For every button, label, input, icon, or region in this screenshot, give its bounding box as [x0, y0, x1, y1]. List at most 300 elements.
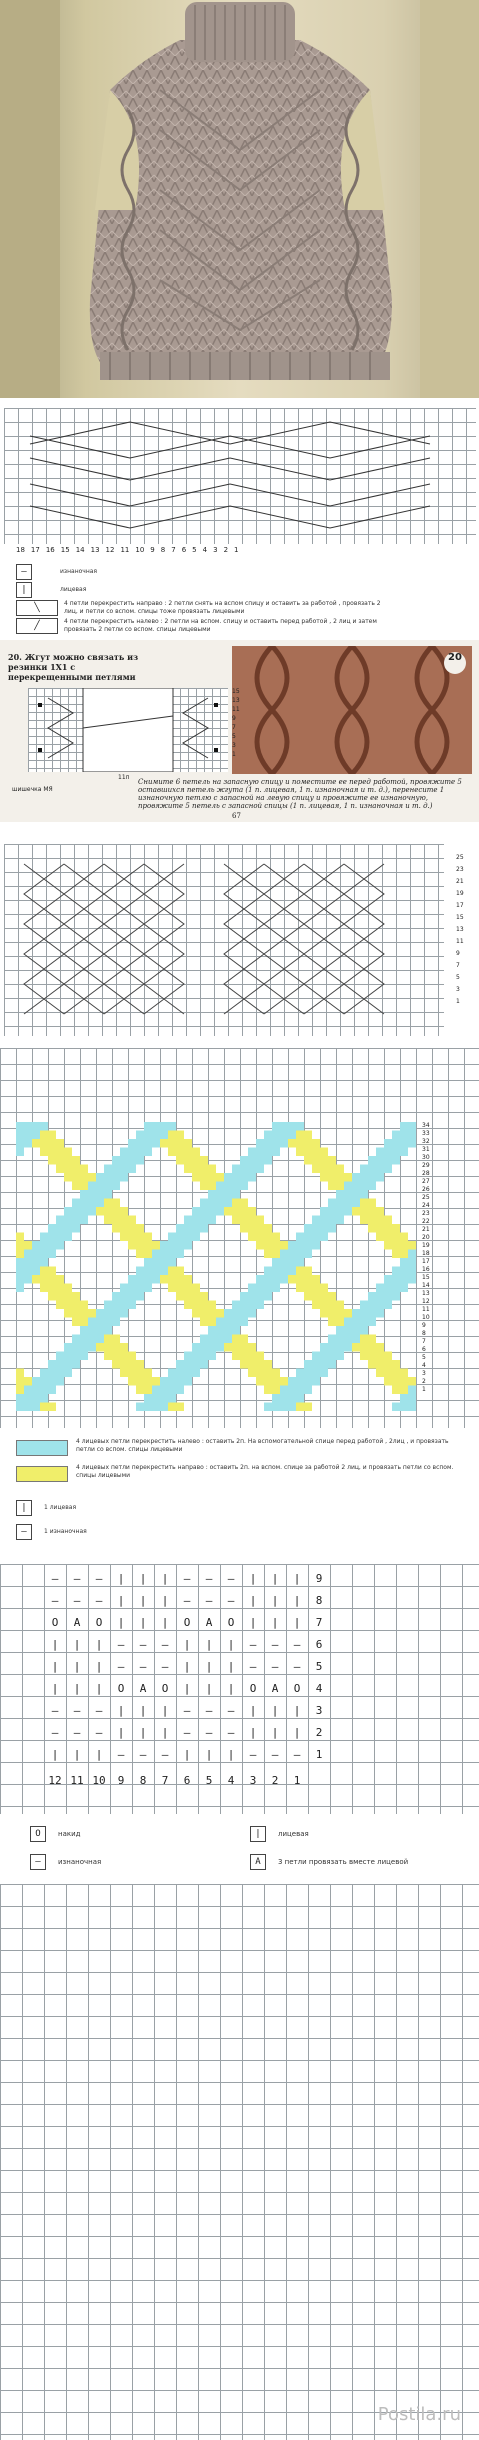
- row-number: 5: [456, 974, 460, 981]
- color-cell: [240, 1173, 248, 1182]
- color-cell: [16, 1241, 24, 1250]
- color-cell: [168, 1394, 176, 1403]
- col-number: 2: [223, 546, 229, 554]
- color-cell: [216, 1182, 224, 1191]
- color-cell: [280, 1250, 288, 1259]
- color-cell: [80, 1165, 88, 1174]
- color-cell: [272, 1394, 280, 1403]
- color-cell: [184, 1233, 192, 1242]
- chart-cell: –: [271, 1660, 279, 1673]
- color-cell: [112, 1165, 120, 1174]
- color-cell: [400, 1377, 408, 1386]
- color-cell: [184, 1352, 192, 1361]
- color-cell: [40, 1233, 48, 1242]
- color-cell: [192, 1352, 200, 1361]
- color-cell: [256, 1301, 264, 1310]
- color-cell: [360, 1165, 368, 1174]
- color-cell: [400, 1267, 408, 1276]
- row-number: 23: [422, 1210, 430, 1217]
- color-cell: [192, 1165, 200, 1174]
- color-cell: [128, 1165, 136, 1174]
- chart-cell: |: [227, 1682, 235, 1695]
- chart-cell: –: [161, 1638, 169, 1651]
- color-cell: [304, 1369, 312, 1378]
- color-cell: [232, 1216, 240, 1225]
- chart-cell: |: [161, 1726, 169, 1739]
- chart-cell: –: [95, 1726, 103, 1739]
- color-cell: [392, 1292, 400, 1301]
- color-cell: [80, 1216, 88, 1225]
- color-cell: [64, 1301, 72, 1310]
- color-cell: [312, 1139, 320, 1148]
- color-cell: [24, 1403, 32, 1412]
- color-cell: [256, 1216, 264, 1225]
- chart-cell: |: [161, 1594, 169, 1607]
- color-cell: [40, 1139, 48, 1148]
- color-cell: [264, 1250, 272, 1259]
- legend-symbol: –: [16, 564, 32, 580]
- color-cell: [56, 1241, 64, 1250]
- color-cell: [88, 1190, 96, 1199]
- color-cell: [136, 1148, 144, 1157]
- color-cell: [240, 1165, 248, 1174]
- color-cell: [168, 1403, 176, 1412]
- row-number: 9: [422, 1322, 426, 1329]
- color-cell: [40, 1267, 48, 1276]
- color-cell: [288, 1394, 296, 1403]
- color-cell: [376, 1292, 384, 1301]
- chart-colored-cells: [16, 1122, 416, 1412]
- chart-cell: |: [227, 1748, 235, 1761]
- color-cell: [360, 1182, 368, 1191]
- color-cell: [368, 1309, 376, 1318]
- color-cell: [144, 1403, 152, 1412]
- color-cell: [208, 1207, 216, 1216]
- color-cell: [352, 1182, 360, 1191]
- col-number: 9: [150, 546, 155, 554]
- chart-cell: |: [249, 1726, 257, 1739]
- color-cell: [120, 1284, 128, 1293]
- row-number: 6: [315, 1638, 323, 1651]
- color-cell: [56, 1165, 64, 1174]
- col-number: 9: [117, 1774, 125, 1787]
- color-cell: [312, 1224, 320, 1233]
- chart-cell: –: [51, 1572, 59, 1585]
- color-cell: [272, 1241, 280, 1250]
- color-cell: [48, 1292, 56, 1301]
- color-cell: [32, 1131, 40, 1140]
- legend-text: 4 петли перекрестить налево : 2 петли на вспом. спицу и оставить перед работой , 2 лиц и затем провязать 2 петли со вспом. спицы лицевыми: [64, 618, 377, 633]
- chart-cell: |: [183, 1682, 191, 1695]
- color-cell: [384, 1284, 392, 1293]
- legend-text: изнаночная: [60, 568, 98, 575]
- color-cell: [224, 1309, 232, 1318]
- color-cell: [400, 1139, 408, 1148]
- col-number: 6: [181, 546, 187, 554]
- sweater-photo-icon: [0, 0, 479, 398]
- color-cell: [368, 1156, 376, 1165]
- color-cell: [408, 1394, 416, 1403]
- color-cell: [88, 1182, 96, 1191]
- col-number: 15: [60, 546, 70, 554]
- color-cell: [376, 1173, 384, 1182]
- color-cell: [136, 1139, 144, 1148]
- color-cell: [232, 1182, 240, 1191]
- color-cell: [24, 1131, 32, 1140]
- row-number: 31: [422, 1146, 430, 1153]
- color-cell: [408, 1258, 416, 1267]
- col-number: 4: [202, 546, 208, 554]
- color-cell: [336, 1335, 344, 1344]
- chart-cell: –: [249, 1638, 257, 1651]
- col-number: 16: [45, 546, 55, 554]
- color-cell: [224, 1335, 232, 1344]
- color-cell: [56, 1275, 64, 1284]
- color-cell: [64, 1309, 72, 1318]
- color-cell: [296, 1369, 304, 1378]
- color-cell: [64, 1352, 72, 1361]
- color-cell: [136, 1156, 144, 1165]
- chart-cell: O: [117, 1682, 125, 1695]
- color-cell: [176, 1292, 184, 1301]
- color-cell: [216, 1309, 224, 1318]
- chart-cell: –: [95, 1704, 103, 1717]
- color-cell: [152, 1241, 160, 1250]
- color-cell: [208, 1301, 216, 1310]
- chart-cell: A: [139, 1682, 147, 1695]
- color-cell: [128, 1301, 136, 1310]
- chart-cell: |: [293, 1704, 301, 1717]
- color-cell: [296, 1122, 304, 1131]
- chart-cell: |: [271, 1594, 279, 1607]
- color-cell: [352, 1335, 360, 1344]
- color-cell: [248, 1224, 256, 1233]
- color-cell: [336, 1190, 344, 1199]
- color-cell: [192, 1224, 200, 1233]
- color-cell: [176, 1377, 184, 1386]
- color-cell: [344, 1326, 352, 1335]
- color-cell: [384, 1377, 392, 1386]
- color-cell: [368, 1199, 376, 1208]
- col-number: 8: [160, 546, 166, 554]
- color-cell: [192, 1156, 200, 1165]
- color-cell: [24, 1275, 32, 1284]
- legend-text: 4 лицевых петли перекрестить налево : оставить 2п. На вспомогательной спице перед работой , 2лиц , и провязать петли со вспом. спицы лицевыми: [76, 1438, 449, 1453]
- row-number: 19: [456, 890, 464, 897]
- color-cell: [104, 1343, 112, 1352]
- chart-cell: –: [161, 1660, 169, 1673]
- color-cell: [304, 1156, 312, 1165]
- color-cell: [64, 1369, 72, 1378]
- color-cell: [176, 1131, 184, 1140]
- color-cell: [16, 1284, 24, 1293]
- color-cell: [400, 1122, 408, 1131]
- color-cell: [192, 1301, 200, 1310]
- col-number: 12: [105, 546, 115, 554]
- row-number: 4: [315, 1682, 323, 1695]
- color-cell: [344, 1199, 352, 1208]
- color-cell: [376, 1148, 384, 1157]
- col-number: 8: [139, 1774, 147, 1787]
- color-cell: [272, 1148, 280, 1157]
- color-cell: [240, 1207, 248, 1216]
- chart-cell: |: [161, 1616, 169, 1629]
- color-cell: [208, 1182, 216, 1191]
- color-cell: [88, 1318, 96, 1327]
- chart-cell: |: [249, 1704, 257, 1717]
- color-cell: [184, 1284, 192, 1293]
- color-cell: [192, 1369, 200, 1378]
- color-cell: [136, 1131, 144, 1140]
- color-cell: [144, 1122, 152, 1131]
- color-cell: [288, 1250, 296, 1259]
- color-cell: [88, 1309, 96, 1318]
- chart-cell: O: [293, 1682, 301, 1695]
- color-cell: [72, 1301, 80, 1310]
- color-cell: [144, 1250, 152, 1259]
- col-number: 3: [213, 546, 218, 554]
- color-cell: [264, 1241, 272, 1250]
- row-number: 17: [456, 902, 464, 909]
- color-cell: [392, 1224, 400, 1233]
- color-cell: [408, 1275, 416, 1284]
- color-cell: [272, 1267, 280, 1276]
- color-cell: [16, 1131, 24, 1140]
- color-cell: [224, 1343, 232, 1352]
- color-cell: [88, 1207, 96, 1216]
- chart-cell: –: [227, 1704, 235, 1717]
- color-cell: [104, 1207, 112, 1216]
- stitch-photo: [232, 646, 472, 774]
- chart-cell: –: [117, 1748, 125, 1761]
- color-cell: [208, 1190, 216, 1199]
- row-number: 7: [422, 1338, 426, 1345]
- row-number: 11: [232, 706, 240, 713]
- color-cell: [376, 1301, 384, 1310]
- color-cell: [152, 1394, 160, 1403]
- col-number: 1: [234, 546, 239, 554]
- color-cell: [144, 1377, 152, 1386]
- color-cell: [272, 1386, 280, 1395]
- color-cell: [256, 1148, 264, 1157]
- chart-cell: |: [227, 1638, 235, 1651]
- row-number: 3: [315, 1704, 323, 1717]
- row-number: 3: [456, 986, 460, 993]
- color-cell: [288, 1275, 296, 1284]
- row-number: 7: [315, 1616, 323, 1629]
- color-cell: [16, 1258, 24, 1267]
- color-cell: [120, 1301, 128, 1310]
- color-cell: [40, 1394, 48, 1403]
- color-cell: [288, 1386, 296, 1395]
- row-number: 13: [232, 697, 240, 704]
- color-cell: [360, 1173, 368, 1182]
- color-cell: [216, 1199, 224, 1208]
- color-cell: [128, 1275, 136, 1284]
- color-cell: [320, 1207, 328, 1216]
- color-cell: [176, 1156, 184, 1165]
- chart-cell: |: [205, 1660, 213, 1673]
- color-cell: [256, 1369, 264, 1378]
- chart-cell: –: [249, 1748, 257, 1761]
- color-cell: [256, 1241, 264, 1250]
- color-cell: [136, 1369, 144, 1378]
- color-cell: [128, 1292, 136, 1301]
- empty-grid: [0, 1884, 479, 2440]
- color-cell: [32, 1122, 40, 1131]
- cable-photo-icon: [232, 646, 472, 774]
- color-cell: [240, 1318, 248, 1327]
- color-cell: [328, 1352, 336, 1361]
- color-cell: [48, 1241, 56, 1250]
- color-cell: [368, 1216, 376, 1225]
- color-cell: [328, 1343, 336, 1352]
- color-cell: [328, 1360, 336, 1369]
- color-cell: [16, 1139, 24, 1148]
- color-cell: [288, 1139, 296, 1148]
- legend-symbol: |: [16, 1500, 32, 1516]
- color-cell: [360, 1309, 368, 1318]
- color-cell: [312, 1377, 320, 1386]
- color-cell: [24, 1241, 32, 1250]
- color-cell: [320, 1343, 328, 1352]
- row-number: 19: [422, 1242, 430, 1249]
- color-cell: [120, 1173, 128, 1182]
- color-cell: [392, 1360, 400, 1369]
- color-cell: [352, 1173, 360, 1182]
- row-number: 1: [232, 751, 236, 758]
- chart-cell: |: [139, 1726, 147, 1739]
- color-cell: [328, 1207, 336, 1216]
- book-chart-lines: [28, 688, 228, 772]
- color-cell: [312, 1369, 320, 1378]
- color-cell: [120, 1343, 128, 1352]
- color-cell: [208, 1199, 216, 1208]
- chart-cell: |: [205, 1682, 213, 1695]
- row-number: 9: [456, 950, 460, 957]
- color-cell: [240, 1224, 248, 1233]
- row-number: 25: [422, 1194, 430, 1201]
- color-cell: [240, 1360, 248, 1369]
- color-cell: [288, 1241, 296, 1250]
- color-cell: [336, 1352, 344, 1361]
- chart-row-numbers: [456, 854, 464, 1006]
- color-cell: [168, 1148, 176, 1157]
- color-cell: [280, 1394, 288, 1403]
- row-number: 25: [456, 854, 464, 861]
- color-cell: [168, 1241, 176, 1250]
- color-cell: [312, 1156, 320, 1165]
- color-cell: [384, 1148, 392, 1157]
- color-cell: [368, 1173, 376, 1182]
- color-cell: [256, 1275, 264, 1284]
- color-cell: [384, 1360, 392, 1369]
- color-cell: [16, 1148, 24, 1157]
- color-cell: [40, 1403, 48, 1412]
- color-cell: [376, 1224, 384, 1233]
- color-cell: [40, 1250, 48, 1259]
- color-cell: [272, 1403, 280, 1412]
- color-cell: [80, 1199, 88, 1208]
- color-cell: [24, 1267, 32, 1276]
- color-cell: [280, 1377, 288, 1386]
- chart-cell: |: [139, 1594, 147, 1607]
- color-cell: [48, 1233, 56, 1242]
- color-cell: [328, 1224, 336, 1233]
- color-cell: [296, 1377, 304, 1386]
- color-cell: [200, 1318, 208, 1327]
- color-cell: [344, 1343, 352, 1352]
- color-cell: [112, 1360, 120, 1369]
- color-cell: [120, 1292, 128, 1301]
- color-cell: [80, 1182, 88, 1191]
- color-cell: [56, 1292, 64, 1301]
- color-cell: [272, 1275, 280, 1284]
- color-cell: [176, 1386, 184, 1395]
- color-cell: [16, 1122, 24, 1131]
- color-cell: [392, 1275, 400, 1284]
- color-cell: [160, 1241, 168, 1250]
- color-cell: [344, 1190, 352, 1199]
- row-number: 7: [456, 962, 460, 969]
- color-cell: [32, 1377, 40, 1386]
- color-cell: [168, 1131, 176, 1140]
- color-cell: [72, 1156, 80, 1165]
- color-cell: [120, 1369, 128, 1378]
- row-number: 34: [422, 1122, 430, 1129]
- color-cell: [240, 1335, 248, 1344]
- chart-row-numbers: [422, 1122, 430, 1394]
- color-cell: [136, 1224, 144, 1233]
- color-cell: [80, 1352, 88, 1361]
- color-cell: [72, 1207, 80, 1216]
- col-number: 3: [249, 1774, 257, 1787]
- color-cell: [120, 1224, 128, 1233]
- color-cell: [64, 1207, 72, 1216]
- color-cell: [112, 1199, 120, 1208]
- color-cell: [224, 1190, 232, 1199]
- color-cell: [128, 1352, 136, 1361]
- color-cell: [392, 1131, 400, 1140]
- color-cell: [304, 1275, 312, 1284]
- color-cell: [256, 1292, 264, 1301]
- book-instructions: Снимите 6 петель на запасную спицу и поместите ее перед работой, провяжите 5 оставшихся петель жгута (1 п. лицевая, 1 п. изнаночная и т. д.), перенесите 1 изнаночную петлю с запасной на левую спицу и провяжите ее изнаночную, провяжите 5 петель с запасной спицы (1 п. лицевая, 1 п. изнаночная и т. д.): [138, 778, 462, 810]
- color-cell: [168, 1139, 176, 1148]
- color-cell: [200, 1343, 208, 1352]
- color-cell: [344, 1207, 352, 1216]
- color-cell: [320, 1309, 328, 1318]
- col-number: 5: [205, 1774, 213, 1787]
- color-cell: [296, 1139, 304, 1148]
- chart-cell: |: [51, 1660, 59, 1673]
- color-cell: [368, 1360, 376, 1369]
- color-cell: [256, 1377, 264, 1386]
- chart-cell: –: [183, 1572, 191, 1585]
- color-cell: [400, 1131, 408, 1140]
- color-cell: [384, 1369, 392, 1378]
- color-cell: [104, 1165, 112, 1174]
- color-cell: [88, 1335, 96, 1344]
- color-cell: [360, 1318, 368, 1327]
- color-cell: [272, 1233, 280, 1242]
- color-cell: [336, 1326, 344, 1335]
- chart-cell: –: [117, 1638, 125, 1651]
- chart-cell: |: [73, 1660, 81, 1673]
- color-cell: [296, 1241, 304, 1250]
- color-cell: [360, 1216, 368, 1225]
- color-cell: [144, 1267, 152, 1276]
- color-cell: [200, 1335, 208, 1344]
